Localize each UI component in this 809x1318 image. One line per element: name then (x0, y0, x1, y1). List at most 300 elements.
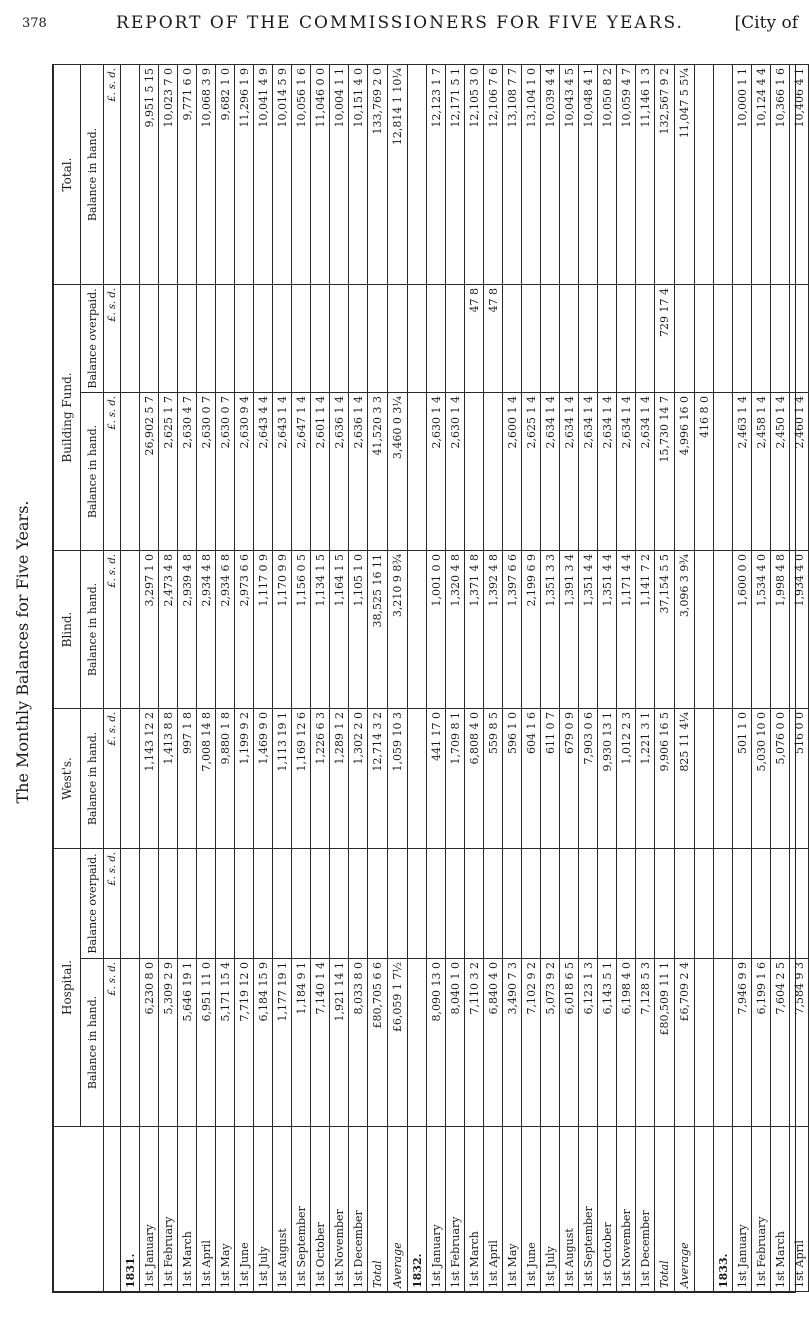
building-fund-overpaid-cell (235, 285, 254, 393)
building-fund-overpaid-cell (752, 285, 771, 393)
wests-balance-cell: 9,930 13 1 (598, 709, 617, 849)
total-balance-cell: 10,048 4 1 (579, 65, 598, 285)
month-row (752, 65, 771, 1292)
hospital-balance-cell: 6,199 1 6 (752, 959, 771, 1127)
wests-hand-header: Balance in hand. (81, 709, 104, 849)
building-fund-balance-cell: 2,625 1 7 (159, 393, 178, 551)
hospital-overpaid-cell (140, 849, 159, 959)
building-fund-overpaid-cell (197, 285, 216, 393)
empty-cell (121, 285, 140, 393)
units-cell: £. s. d. (104, 393, 121, 551)
blind-balance-cell: 1,164 1 5 (330, 551, 349, 709)
empty-cell (714, 285, 733, 393)
hospital-overpaid-cell (311, 849, 330, 959)
total-balance-cell: 12,106 7 6 (484, 65, 503, 285)
total-balance-cell: 13,104 1 0 (522, 65, 541, 285)
total-balance-cell: 10,124 4 4 (752, 65, 771, 285)
empty-cell (714, 959, 733, 1127)
row-label: 1st March (465, 1127, 484, 1292)
blind-balance-cell: 1,351 3 3 (541, 551, 560, 709)
empty-cell (121, 65, 140, 285)
hospital-balance-cell: 6,198 4 0 (617, 959, 636, 1127)
row-label: 1st November (330, 1127, 349, 1292)
empty-cell (121, 959, 140, 1127)
total-balance-cell: 10,023 7 0 (159, 65, 178, 285)
wests-balance-cell: 1,059 10 3 (388, 709, 408, 849)
building-fund-balance-cell: 2,636 1 4 (330, 393, 349, 551)
building-fund-overpaid-cell (522, 285, 541, 393)
row-label: 1st May (216, 1127, 235, 1292)
row-label: 1st August (560, 1127, 579, 1292)
row-label: 1st February (159, 1127, 178, 1292)
total-balance-cell: 12,105 3 0 (465, 65, 484, 285)
empty-cell (714, 709, 733, 849)
total-group-header: Total. (54, 65, 81, 285)
month-row (446, 65, 465, 1292)
hospital-balance-cell: 6,123 1 3 (579, 959, 598, 1127)
total-balance-cell: 12,814 1 10¼ (388, 65, 408, 285)
empty-cell (408, 65, 427, 285)
wests-balance-cell (695, 709, 714, 849)
empty-cell (714, 393, 733, 551)
building-fund-overpaid-cell (254, 285, 273, 393)
hospital-overpaid-cell (216, 849, 235, 959)
empty-cell (714, 65, 733, 285)
building-fund-overpaid-cell: 47 8 (484, 285, 503, 393)
hospital-balance-cell: 1,921 14 1 (330, 959, 349, 1127)
hospital-balance-cell: 7,604 2 5 (771, 959, 790, 1127)
month-row (733, 65, 752, 1292)
hospital-overpaid-cell (446, 849, 465, 959)
total-balance-cell (695, 65, 714, 285)
month-row (427, 65, 446, 1292)
building-fund-hand-header: Balance in hand. (81, 393, 104, 551)
total-balance-cell: 10,406 4 1 (790, 65, 809, 285)
hospital-balance-cell: 7,946 9 9 (733, 959, 752, 1127)
blind-balance-cell: 2,934 6 8 (216, 551, 235, 709)
building-fund-overpaid-cell (675, 285, 695, 393)
wests-balance-cell: 12,714 3 2 (368, 709, 388, 849)
wests-group-header: West's. (54, 709, 81, 849)
hospital-overpaid-cell (790, 849, 809, 959)
hospital-balance-cell: 5,073 9 2 (541, 959, 560, 1127)
building-fund-balance-cell: 2,450 1 4 (771, 393, 790, 551)
hospital-balance-cell: 6,184 15 9 (254, 959, 273, 1127)
building-fund-balance-cell: 26,902 5 7 (140, 393, 159, 551)
wests-balance-cell: 1,289 1 2 (330, 709, 349, 849)
blind-balance-cell: 1,171 4 4 (617, 551, 636, 709)
hospital-balance-cell: 5,646 19 1 (178, 959, 197, 1127)
hospital-overpaid-cell (465, 849, 484, 959)
total-row (655, 65, 675, 1292)
building-fund-overpaid-cell (560, 285, 579, 393)
hospital-overpaid-cell (695, 849, 714, 959)
row-label: 1st July (254, 1127, 273, 1292)
blind-balance-cell: 1,141 7 2 (636, 551, 655, 709)
total-balance-cell: 11,047 5 5¼ (675, 65, 695, 285)
empty-cell (408, 393, 427, 551)
empty-cell (121, 849, 140, 959)
hospital-overpaid-cell (254, 849, 273, 959)
empty-cell (408, 849, 427, 959)
building-fund-balance-cell: 2,463 1 4 (733, 393, 752, 551)
hospital-balance-cell: 6,018 6 5 (560, 959, 579, 1127)
wests-balance-cell: 1,012 2 3 (617, 709, 636, 849)
hospital-balance-cell: 7,140 1 4 (311, 959, 330, 1127)
blind-balance-cell: 1,998 4 8 (771, 551, 790, 709)
month-row (349, 65, 368, 1292)
wests-balance-cell: 1,302 2 0 (349, 709, 368, 849)
hospital-overpaid-cell (484, 849, 503, 959)
building-fund-balance-cell: 2,630 1 4 (446, 393, 465, 551)
building-fund-overpaid-header: Balance overpaid. (81, 285, 104, 393)
total-row (368, 65, 388, 1292)
blind-balance-cell: 1,371 4 8 (465, 551, 484, 709)
building-fund-balance-cell: 15,730 14 7 (655, 393, 675, 551)
row-label: 1st October (598, 1127, 617, 1292)
empty-cell (408, 285, 427, 393)
row-label: Average (388, 1127, 408, 1292)
month-row (311, 65, 330, 1292)
building-fund-overpaid-cell (216, 285, 235, 393)
building-fund-overpaid-cell (503, 285, 522, 393)
year-row (408, 65, 427, 1292)
blind-balance-cell: 1,392 4 8 (484, 551, 503, 709)
building-fund-balance-cell: 2,634 1 4 (636, 393, 655, 551)
total-balance-cell: 133,769 2 0 (368, 65, 388, 285)
hospital-overpaid-cell (427, 849, 446, 959)
month-row (273, 65, 292, 1292)
total-balance-cell: 11,146 1 3 (636, 65, 655, 285)
hospital-overpaid-cell (598, 849, 617, 959)
blind-balance-cell: 1,170 9 9 (273, 551, 292, 709)
row-label: 1st April (790, 1127, 809, 1292)
units-cell: £. s. d. (104, 551, 121, 709)
hospital-balance-cell: £80,509 11 1 (655, 959, 675, 1127)
building-fund-balance-cell: 2,600 1 4 (503, 393, 522, 551)
month-row (617, 65, 636, 1292)
empty-cell (714, 849, 733, 959)
building-fund-balance-cell: 3,460 0 3¼ (388, 393, 408, 551)
blind-balance-cell: 2,973 6 6 (235, 551, 254, 709)
blind-balance-cell: 2,199 6 9 (522, 551, 541, 709)
row-label: 1st January (140, 1127, 159, 1292)
page-header (0, 0, 800, 40)
empty-cell (121, 709, 140, 849)
month-row (790, 65, 809, 1292)
total-balance-cell: 9,951 5 15 (140, 65, 159, 285)
hospital-overpaid-cell (541, 849, 560, 959)
row-label: 1st February (752, 1127, 771, 1292)
blind-balance-cell: 1,320 4 8 (446, 551, 465, 709)
blind-balance-cell: 1,351 4 4 (598, 551, 617, 709)
row-label (695, 1127, 714, 1292)
wests-balance-cell: 7,903 0 6 (579, 709, 598, 849)
empty-cell (121, 393, 140, 551)
month-row (484, 65, 503, 1292)
blind-balance-cell: 2,473 4 8 (159, 551, 178, 709)
blind-balance-cell: 1,134 1 5 (311, 551, 330, 709)
hospital-overpaid-cell (159, 849, 178, 959)
total-balance-cell: 13,108 7 7 (503, 65, 522, 285)
page-bracket-text: [City of (734, 13, 798, 33)
building-fund-group-header: Building Fund. (54, 285, 81, 551)
building-fund-balance-cell: 2,630 1 4 (427, 393, 446, 551)
wests-balance-cell: 1,469 9 0 (254, 709, 273, 849)
row-label: 1st August (273, 1127, 292, 1292)
hospital-overpaid-cell (733, 849, 752, 959)
hospital-balance-cell: 7,584 9 3 (790, 959, 809, 1127)
row-label: Total (368, 1127, 388, 1292)
building-fund-overpaid-cell: 729 17 4 (655, 285, 675, 393)
building-fund-overpaid-cell: 47 8 (465, 285, 484, 393)
empty-cell (714, 551, 733, 709)
wests-balance-cell: 501 1 0 (733, 709, 752, 849)
hospital-balance-cell: £6,709 2 4 (675, 959, 695, 1127)
blind-balance-cell: 1,397 6 6 (503, 551, 522, 709)
building-fund-balance-cell: 2,630 0 7 (197, 393, 216, 551)
hospital-overpaid-cell (235, 849, 254, 959)
month-row (216, 65, 235, 1292)
hospital-balance-cell: 8,040 1 0 (446, 959, 465, 1127)
blind-hand-header: Balance in hand. (81, 551, 104, 709)
total-balance-cell: 10,000 1 1 (733, 65, 752, 285)
total-hand-header: Balance in hand. (81, 65, 104, 285)
hospital-balance-cell: 6,951 11 0 (197, 959, 216, 1127)
total-balance-cell: 10,050 8 2 (598, 65, 617, 285)
blind-balance-cell: 1,105 1 0 (349, 551, 368, 709)
wests-balance-cell: 679 0 9 (560, 709, 579, 849)
month-row (178, 65, 197, 1292)
wests-balance-cell: 1,199 9 2 (235, 709, 254, 849)
hospital-overpaid-cell (178, 849, 197, 959)
building-fund-overpaid-cell (446, 285, 465, 393)
building-fund-overpaid-cell (771, 285, 790, 393)
wests-balance-cell: 1,143 12 2 (140, 709, 159, 849)
building-fund-overpaid-cell (273, 285, 292, 393)
row-label: 1st July (541, 1127, 560, 1292)
wests-balance-cell: 516 0 0 (790, 709, 809, 849)
building-fund-balance-cell: 2,643 4 4 (254, 393, 273, 551)
wests-balance-cell: 7,008 14 8 (197, 709, 216, 849)
building-fund-overpaid-cell (617, 285, 636, 393)
month-row (771, 65, 790, 1292)
blind-balance-cell: 3,297 1 0 (140, 551, 159, 709)
row-label: 1st March (178, 1127, 197, 1292)
hospital-balance-cell: 3,490 7 3 (503, 959, 522, 1127)
building-fund-balance-cell: 2,630 9 4 (235, 393, 254, 551)
building-fund-overpaid-cell (427, 285, 446, 393)
hospital-balance-cell: 6,143 5 1 (598, 959, 617, 1127)
building-fund-balance-cell: 2,634 1 4 (617, 393, 636, 551)
building-fund-balance-cell: 2,634 1 4 (541, 393, 560, 551)
wests-balance-cell: 9,880 1 8 (216, 709, 235, 849)
hospital-overpaid-cell (675, 849, 695, 959)
wests-balance-cell: 825 11 4¼ (675, 709, 695, 849)
month-row (254, 65, 273, 1292)
ledger-frame (52, 64, 806, 1293)
hospital-overpaid-cell (579, 849, 598, 959)
total-balance-cell: 12,171 5 1 (446, 65, 465, 285)
building-fund-balance-cell: 2,643 1 4 (273, 393, 292, 551)
building-fund-overpaid-cell (140, 285, 159, 393)
hospital-overpaid-cell (752, 849, 771, 959)
month-row (503, 65, 522, 1292)
total-balance-cell: 9,682 1 0 (216, 65, 235, 285)
row-label: 1st June (235, 1127, 254, 1292)
building-fund-balance-cell: 2,625 1 4 (522, 393, 541, 551)
month-row (159, 65, 178, 1292)
total-balance-cell: 10,059 4 7 (617, 65, 636, 285)
total-balance-cell: 10,043 4 5 (560, 65, 579, 285)
month-row (695, 65, 714, 1292)
blind-group-header: Blind. (54, 551, 81, 709)
building-fund-overpaid-cell (579, 285, 598, 393)
month-column-header (54, 1127, 104, 1292)
year-label: 1831. (121, 1127, 140, 1292)
row-label: 1st February (446, 1127, 465, 1292)
units-cell: £. s. d. (104, 709, 121, 849)
hospital-balance-cell: 7,128 5 3 (636, 959, 655, 1127)
total-balance-cell: 10,151 4 0 (349, 65, 368, 285)
year-label: 1832. (408, 1127, 427, 1292)
month-row (522, 65, 541, 1292)
building-fund-balance-cell (484, 393, 503, 551)
total-balance-cell: 10,366 1 6 (771, 65, 790, 285)
month-row (465, 65, 484, 1292)
wests-balance-cell: 5,030 10 0 (752, 709, 771, 849)
hospital-balance-cell: 1,184 9 1 (292, 959, 311, 1127)
month-row (140, 65, 159, 1292)
wests-balance-cell: 611 0 7 (541, 709, 560, 849)
total-balance-cell: 10,041 4 9 (254, 65, 273, 285)
average-row (388, 65, 408, 1292)
hospital-overpaid-cell (388, 849, 408, 959)
empty-cell (121, 551, 140, 709)
hospital-overpaid-cell (368, 849, 388, 959)
blind-balance-cell: 37,154 5 5 (655, 551, 675, 709)
building-fund-overpaid-cell (292, 285, 311, 393)
hospital-balance-cell: £80,705 6 6 (368, 959, 388, 1127)
total-balance-cell: 10,068 3 9 (197, 65, 216, 285)
total-balance-cell: 12,123 1 7 (427, 65, 446, 285)
building-fund-balance-cell: 2,636 1 4 (349, 393, 368, 551)
row-label: 1st June (522, 1127, 541, 1292)
wests-balance-cell: 997 1 8 (178, 709, 197, 849)
units-cell (104, 1127, 121, 1292)
row-label: 1st December (349, 1127, 368, 1292)
hospital-overpaid-cell (292, 849, 311, 959)
hospital-overpaid-cell (330, 849, 349, 959)
year-row (714, 65, 733, 1292)
page-number: 378 (22, 16, 47, 31)
row-label: 1st October (311, 1127, 330, 1292)
total-balance-cell: 10,004 1 1 (330, 65, 349, 285)
building-fund-balance-cell: 2,634 1 4 (579, 393, 598, 551)
building-fund-overpaid-cell (349, 285, 368, 393)
building-fund-overpaid-cell (598, 285, 617, 393)
building-fund-overpaid-cell (311, 285, 330, 393)
blind-balance-cell: 1,156 0 5 (292, 551, 311, 709)
month-row (235, 65, 254, 1292)
year-label: 1833. (714, 1127, 733, 1292)
total-balance-cell: 10,056 1 6 (292, 65, 311, 285)
hospital-overpaid-cell (771, 849, 790, 959)
wests-balance-cell: 1,709 8 1 (446, 709, 465, 849)
month-row (579, 65, 598, 1292)
month-row (292, 65, 311, 1292)
total-balance-cell: 10,014 5 9 (273, 65, 292, 285)
building-fund-overpaid-cell (388, 285, 408, 393)
blind-balance-cell: 2,934 4 8 (197, 551, 216, 709)
wests-balance-cell: 1,169 12 6 (292, 709, 311, 849)
hospital-hand-header: Balance in hand. (81, 959, 104, 1127)
building-fund-balance-cell: 41,520 3 3 (368, 393, 388, 551)
empty-cell (408, 551, 427, 709)
wests-balance-cell: 441 17 0 (427, 709, 446, 849)
units-cell: £. s. d. (104, 285, 121, 393)
total-balance-cell: 9,771 6 0 (178, 65, 197, 285)
building-fund-balance-cell: 2,630 4 7 (178, 393, 197, 551)
units-cell: £. s. d. (104, 849, 121, 959)
building-fund-balance-cell: 2,458 1 4 (752, 393, 771, 551)
row-label: Total (655, 1127, 675, 1292)
building-fund-balance-cell: 2,634 1 4 (560, 393, 579, 551)
row-label: 1st September (292, 1127, 311, 1292)
total-balance-cell: 11,046 0 0 (311, 65, 330, 285)
month-row (636, 65, 655, 1292)
wests-balance-cell: 1,226 6 3 (311, 709, 330, 849)
monthly-balances-table (53, 64, 809, 1292)
blind-balance-cell: 1,117 0 9 (254, 551, 273, 709)
building-fund-balance-cell: 4,996 16 0 (675, 393, 695, 551)
building-fund-balance-cell: 2,630 0 7 (216, 393, 235, 551)
blind-balance-cell: 1,534 4 0 (752, 551, 771, 709)
row-label: 1st January (427, 1127, 446, 1292)
blind-balance-cell: 1,391 3 4 (560, 551, 579, 709)
blind-balance-cell: 3,210 9 8¾ (388, 551, 408, 709)
hospital-balance-cell: 5,171 15 4 (216, 959, 235, 1127)
hospital-overpaid-cell (617, 849, 636, 959)
wests-balance-cell: 1,221 3 1 (636, 709, 655, 849)
units-row (104, 65, 121, 1292)
building-fund-overpaid-cell (368, 285, 388, 393)
hospital-balance-cell: 6,230 8 0 (140, 959, 159, 1127)
row-label: 1st April (484, 1127, 503, 1292)
hospital-balance-cell: 7,102 9 2 (522, 959, 541, 1127)
sub-header-row (81, 65, 104, 1292)
building-fund-balance-cell: 2,634 1 4 (598, 393, 617, 551)
ledger-rotated-stage (53, 65, 806, 1292)
hospital-balance-cell: 5,309 2 9 (159, 959, 178, 1127)
hospital-group-header: Hospital. (54, 849, 81, 1127)
empty-cell (408, 959, 427, 1127)
hospital-balance-cell: 7,719 12 0 (235, 959, 254, 1127)
empty-cell (408, 709, 427, 849)
total-balance-cell: 11,296 1 9 (235, 65, 254, 285)
wests-balance-cell: 6,808 4 0 (465, 709, 484, 849)
blind-balance-cell: 1,351 4 4 (579, 551, 598, 709)
row-label: 1st April (197, 1127, 216, 1292)
page-title: REPORT OF THE COMMISSIONERS FOR FIVE YEARS. (116, 13, 684, 33)
row-label: 1st December (636, 1127, 655, 1292)
hospital-balance-cell: 7,110 3 2 (465, 959, 484, 1127)
building-fund-overpaid-cell (733, 285, 752, 393)
year-row (121, 65, 140, 1292)
building-fund-balance-cell: 2,647 1 4 (292, 393, 311, 551)
row-label: 1st September (579, 1127, 598, 1292)
hospital-overpaid-cell (349, 849, 368, 959)
